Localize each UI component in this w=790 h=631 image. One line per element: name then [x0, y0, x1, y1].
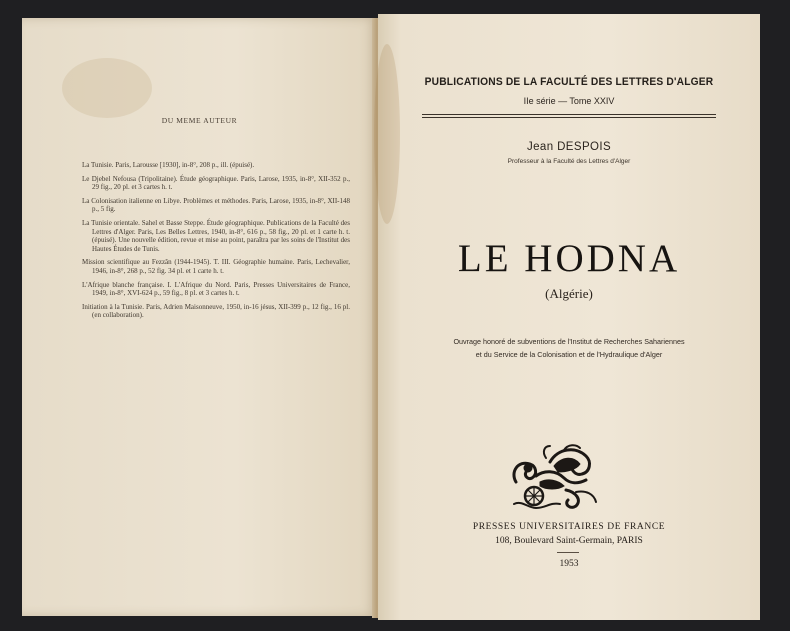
subsidy-note-line: et du Service de la Colonisation et de l'Hydraulique d'Alger [475, 350, 663, 359]
series-subtitle: IIe série — Tome XXIV [523, 96, 615, 106]
title-page [378, 14, 760, 620]
subsidy-note-line: Ouvrage honoré de subventions de l'Institut de Recherches Sahariennes [453, 337, 685, 346]
bibliography-item: La Tunisie orientale. Sahel et Basse Steppe. Étude géographique. Publications de la Faculté des Lettres d'Alger. Paris, Les Belles Lettres, 1940, in-8°, 616 p., 58 fig., 20 pl. et 1 carte h. t. (épuisé). Une nouvelle édition, revue et mise au point, paraîtra par les soins de l'Institut des Hautes Études de Tunis. [82, 218, 350, 253]
divider [422, 114, 716, 115]
author-name: Jean DESPOIS [526, 141, 612, 153]
bibliography-item: La Colonisation italienne en Libye. Problèmes et méthodes. Paris, Larose, 1935, in-8°, XII-148 p., 5 fig. [82, 196, 350, 214]
book-subtitle: (Algérie) [545, 286, 593, 301]
bibliography-list [82, 161, 350, 325]
series-title: PUBLICATIONS DE LA FACULTÉ DES LETTRES D'ALGER [424, 76, 714, 88]
paper-stain [374, 44, 400, 224]
bibliography-item: Initiation à la Tunisie. Paris, Adrien Maisonneuve, 1950, in-16 jésus, XII-399 p., 12 fig., 16 pl. (en collaboration). [82, 302, 350, 320]
publication-year: 1953 [559, 559, 579, 569]
divider [422, 117, 716, 118]
left-page [22, 18, 377, 616]
paper-stain [62, 58, 152, 118]
publisher-address: 108, Boulevard Saint-Germain, PARIS [495, 536, 643, 546]
publisher-name: PRESSES UNIVERSITAIRES DE FRANCE [472, 522, 666, 532]
bibliography-item: Le Djebel Nefousa (Tripolitaine). Étude géographique. Paris, Larose, 1935, in-8°, XII-352 p., 29 fig., 20 pl. et 3 cartes h. t. [82, 174, 350, 192]
bibliography-item: La Tunisie. Paris, Larousse [1930], in-8°, 208 p., ill. (épuisé). [82, 161, 255, 169]
subsidy-note [378, 335, 760, 361]
same-author-heading: DU MEME AUTEUR [161, 116, 238, 125]
author-role: Professeur à la Faculté des Lettres d'Alger [507, 158, 631, 165]
mythical-sea-creatures-emblem-icon [506, 442, 600, 518]
bibliography-item: Mission scientifique au Fezzân (1944-1945). T. III. Géographie humaine. Paris, Lechevalier, 1946, in-8°, 268 p., 52 fig. 34 pl. et 1 carte h. t. [82, 258, 350, 275]
book-title: LE HODNA [457, 237, 681, 280]
bibliography-item: L'Afrique blanche française. I. L'Afrique du Nord. Paris, Presses Universitaires de France, 1949, in-8°, XVI-624 p., 59 fig., 8 pl. et 3 cartes h. t. [82, 280, 350, 298]
divider [557, 552, 579, 553]
